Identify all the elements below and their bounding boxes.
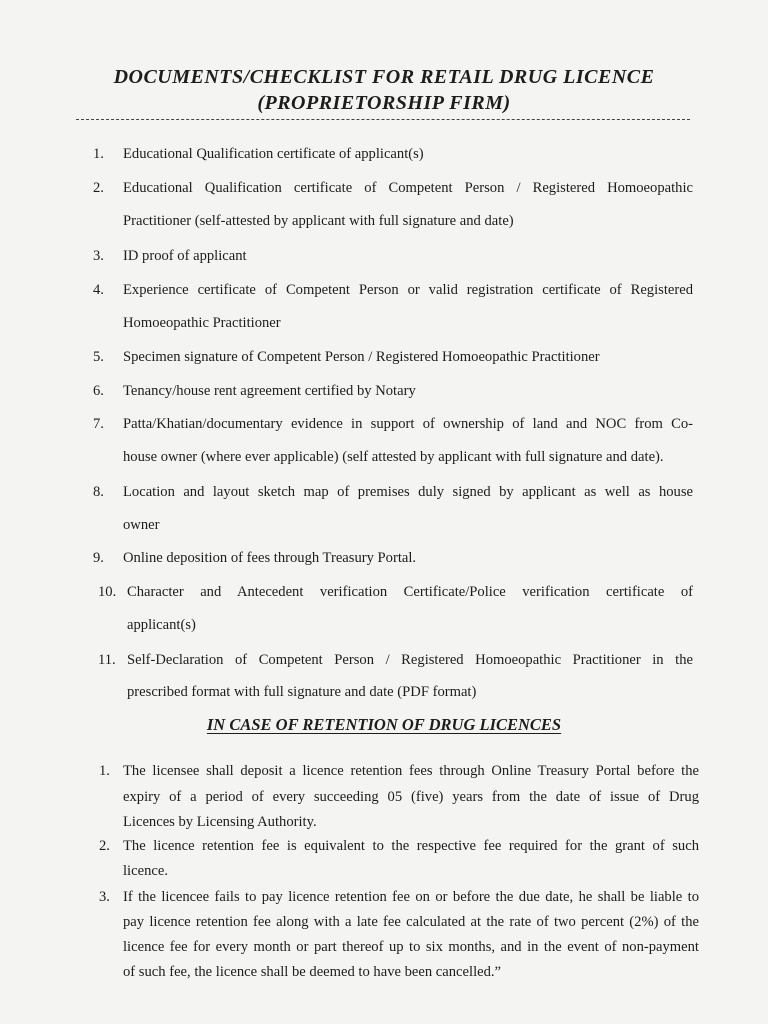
item-number: 7.: [93, 416, 104, 432]
dashed-divider: [76, 119, 690, 120]
item-number: 8.: [93, 484, 104, 500]
item-text: The licence retention fee is equivalent to the respective fee required for the grant of such: [123, 838, 699, 854]
item-text: prescribed format with full signature and date (PDF format): [127, 684, 477, 700]
item-text: Online deposition of fees through Treasury Portal.: [123, 550, 417, 566]
item-text: Patta/Khatian/documentary evidence in support of ownership of land and NOC from Co-: [123, 416, 693, 432]
item-text: house owner (where ever applicable) (self attested by applicant with full signature and date).: [123, 449, 664, 465]
item-text: pay licence retention fee along with a late fee calculated at the rate of two percent (2%) of the: [123, 914, 699, 930]
item-text: expiry of a period of every succeeding 05 (five) years from the date of issue of Drug: [123, 789, 699, 805]
item-text: Practitioner (self-attested by applicant with full signature and date): [123, 213, 514, 229]
item-text: Tenancy/house rent agreement certified by Notary: [123, 383, 416, 399]
item-text: licence fee for every month or part thereof up to six months, and in the event of non-payment: [123, 939, 699, 955]
item-number: 9.: [93, 550, 104, 566]
item-text: Licences by Licensing Authority.: [123, 814, 317, 830]
item-number: 1.: [93, 146, 104, 162]
document-title: DOCUMENTS/CHECKLIST FOR RETAIL DRUG LICENCE: [113, 66, 655, 88]
item-text: Self-Declaration of Competent Person / Registered Homoeopathic Practitioner in the: [127, 652, 693, 668]
item-number: 3.: [93, 248, 104, 264]
retention-heading: [0, 715, 768, 735]
item-text: ID proof of applicant: [123, 248, 247, 264]
document-subtitle: (PROPRIETORSHIP FIRM): [257, 92, 511, 114]
item-text: Educational Qualification certificate of Competent Person / Registered Homoeopathic: [123, 180, 693, 196]
item-text: Experience certificate of Competent Person or valid registration certificate of Registered: [123, 282, 693, 298]
item-number: 6.: [93, 383, 104, 399]
item-number: 3.: [99, 889, 110, 905]
item-text: Educational Qualification certificate of applicant(s): [123, 146, 424, 162]
item-text: owner: [123, 517, 160, 533]
item-text: Homoeopathic Practitioner: [123, 315, 281, 331]
item-number: 10.: [98, 584, 117, 600]
item-text: applicant(s): [127, 617, 196, 633]
item-text: of such fee, the licence shall be deemed to have been cancelled.”: [123, 964, 502, 980]
item-number: 4.: [93, 282, 104, 298]
retention-heading-text: IN CASE OF RETENTION OF DRUG LICENCES: [206, 715, 562, 734]
item-number: 2.: [93, 180, 104, 196]
item-text: The licensee shall deposit a licence retention fees through Online Treasury Portal before the: [123, 763, 699, 779]
item-text: If the licencee fails to pay licence retention fee on or before the due date, he shall be liable to: [123, 889, 699, 905]
item-number: 1.: [99, 763, 110, 779]
item-number: 2.: [99, 838, 110, 854]
item-text: Specimen signature of Competent Person / Registered Homoeopathic Practitioner: [123, 349, 600, 365]
item-text: licence.: [123, 863, 168, 879]
item-number: 5.: [93, 349, 104, 365]
item-text: Location and layout sketch map of premises duly signed by applicant as well as house: [123, 484, 693, 500]
item-number: 11.: [98, 652, 116, 668]
item-text: Character and Antecedent verification Certificate/Police verification certificate of: [127, 584, 693, 600]
